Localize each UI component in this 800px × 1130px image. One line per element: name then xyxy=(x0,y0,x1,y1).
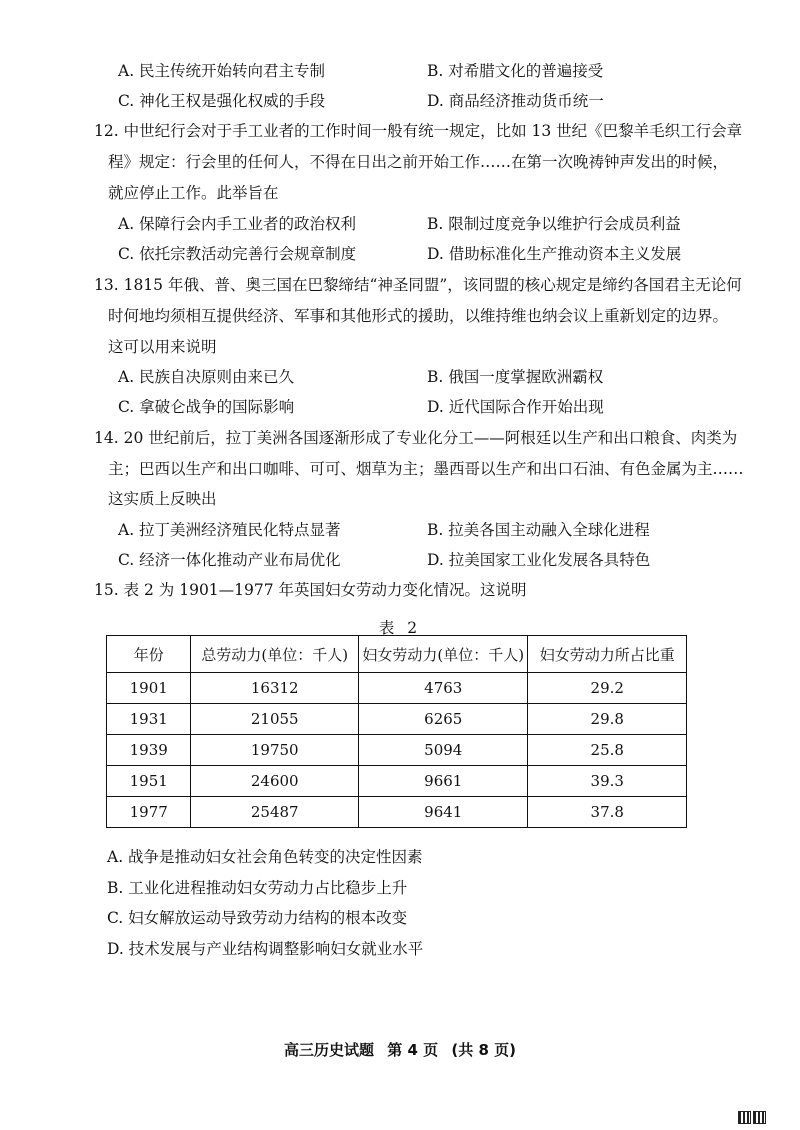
cell-women: 9641 xyxy=(359,797,528,828)
cell-year: 1939 xyxy=(107,735,191,766)
footer-total-pages: (共 8 页) xyxy=(451,1041,516,1059)
col-header-ratio: 妇女劳动力所占比重 xyxy=(528,636,687,673)
cell-year: 1901 xyxy=(107,673,191,704)
q12-stem-line1: 12. 中世纪行会对于手工业者的工作时间一般有统一规定，比如 13 世纪《巴黎羊毛织工行会章 xyxy=(94,122,743,140)
cell-ratio: 39.3 xyxy=(528,766,687,797)
table-header-row xyxy=(107,636,687,673)
page-footer xyxy=(0,1039,800,1060)
cell-total: 24600 xyxy=(191,766,359,797)
q14-stem-line2: 主；巴西以生产和出口咖啡、可可、烟草为主；墨西哥以生产和出口石油、有色金属为主…… xyxy=(108,460,744,478)
col-header-year: 年份 xyxy=(107,636,191,673)
qr-code-icon xyxy=(753,1111,766,1124)
col-header-total: 总劳动力(单位：千人) xyxy=(191,636,359,673)
qr-code-icon xyxy=(738,1111,751,1124)
table-row xyxy=(107,673,687,704)
footer-subject: 高三历史试题 xyxy=(284,1041,375,1059)
q14-stem-line1: 14. 20 世纪前后，拉丁美洲各国逐渐形成了专业化分工——阿根廷以生产和出口粮食、肉类为 xyxy=(94,429,738,447)
cell-women: 9661 xyxy=(359,766,528,797)
cell-total: 19750 xyxy=(191,735,359,766)
q13-stem-line1: 13. 1815 年俄、普、奥三国在巴黎缔结“神圣同盟”，该同盟的核心规定是缔约各国君主无论何 xyxy=(94,276,742,294)
cell-women: 6265 xyxy=(359,704,528,735)
cell-women: 4763 xyxy=(359,673,528,704)
cell-year: 1931 xyxy=(107,704,191,735)
q13-option-d: D. 近代国际合作开始出现 xyxy=(427,398,604,416)
q14-option-d: D. 拉美国家工业化发展各具特色 xyxy=(427,551,651,569)
cell-ratio: 25.8 xyxy=(528,735,687,766)
table-row xyxy=(107,766,687,797)
q14-option-b: B. 拉美各国主动融入全球化进程 xyxy=(427,521,650,539)
q11-option-a: A. 民主传统开始转向君主专制 xyxy=(118,62,326,80)
q12-option-b: B. 限制过度竞争以维护行会成员利益 xyxy=(427,215,681,233)
q15-stem: 15. 表 2 为 1901—1977 年英国妇女劳动力变化情况。这说明 xyxy=(94,581,527,599)
q12-option-d: D. 借助标准化生产推动资本主义发展 xyxy=(427,245,682,263)
table-row xyxy=(107,735,687,766)
q11-option-d: D. 商品经济推动货币统一 xyxy=(427,92,604,110)
footer-page-number: 第 4 页 xyxy=(387,1041,439,1059)
labor-table xyxy=(106,635,687,828)
table-row xyxy=(107,797,687,828)
cell-total: 25487 xyxy=(191,797,359,828)
cell-year: 1951 xyxy=(107,766,191,797)
q14-option-a: A. 拉丁美洲经济殖民化特点显著 xyxy=(118,521,341,539)
q13-option-a: A. 民族自决原则由来已久 xyxy=(118,368,295,386)
col-header-women: 妇女劳动力(单位：千人) xyxy=(359,636,528,673)
q15-option-b: B. 工业化进程推动妇女劳动力占比稳步上升 xyxy=(107,879,408,897)
cell-total: 16312 xyxy=(191,673,359,704)
table-title: 表 2 xyxy=(378,619,422,637)
q13-option-c: C. 拿破仑战争的国际影响 xyxy=(118,398,295,416)
cell-year: 1977 xyxy=(107,797,191,828)
q15-option-a: A. 战争是推动妇女社会角色转变的决定性因素 xyxy=(107,848,423,866)
q15-option-c: C. 妇女解放运动导致劳动力结构的根本改变 xyxy=(107,909,408,927)
cell-ratio: 29.2 xyxy=(528,673,687,704)
cell-women: 5094 xyxy=(359,735,528,766)
q14-stem-line3: 这实质上反映出 xyxy=(108,490,217,508)
q14-option-c: C. 经济一体化推动产业布局优化 xyxy=(118,551,341,569)
q15-option-d: D. 技术发展与产业结构调整影响妇女就业水平 xyxy=(107,940,424,958)
table-row xyxy=(107,704,687,735)
q11-option-b: B. 对希腊文化的普遍接受 xyxy=(427,62,604,80)
cell-total: 21055 xyxy=(191,704,359,735)
q12-option-c: C. 依托宗教活动完善行会规章制度 xyxy=(118,245,357,263)
scanner-watermark xyxy=(738,1110,788,1124)
q12-stem-line2: 程》规定：行会里的任何人，不得在日出之前开始工作……在第一次晚祷钟声发出的时候， xyxy=(108,153,729,171)
q11-option-c: C. 神化王权是强化权威的手段 xyxy=(118,92,326,110)
cell-ratio: 29.8 xyxy=(528,704,687,735)
q13-option-b: B. 俄国一度掌握欧洲霸权 xyxy=(427,368,604,386)
q13-stem-line3: 这可以用来说明 xyxy=(108,338,217,356)
q12-stem-line3: 就应停止工作。此举旨在 xyxy=(108,184,279,202)
q13-stem-line2: 时何地均须相互提供经济、军事和其他形式的援助，以维持维也纳会议上重新划定的边界。 xyxy=(108,307,729,325)
cell-ratio: 37.8 xyxy=(528,797,687,828)
q12-option-a: A. 保障行会内手工业者的政治权利 xyxy=(118,215,357,233)
